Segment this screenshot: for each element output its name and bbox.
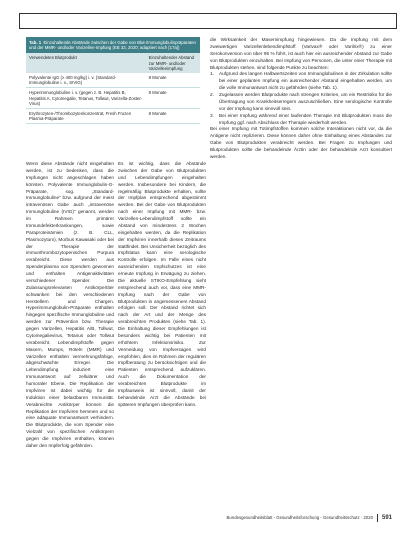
- table-cell-interval: 8 Monate: [146, 88, 200, 109]
- journal-name: Bundesgesundheitsblatt - Gesundheitsforschung - Gesundheitsschutz · 2020: [226, 515, 373, 520]
- list-text: Aufgrund des langen Halbwertszeiten von Immunglobulinen in der Zirkulation sollte bei einer geplanten Impfung ein ausreichender Abstand eingehalten werden, um die volle Immunantwort nicht zu gefährden (siehe Tab. 1).: [219, 71, 392, 91]
- list-number: 1.: [210, 71, 214, 77]
- list-item: [210, 113, 392, 127]
- numbered-list: [210, 71, 392, 126]
- table-caption-text: Einzuhaltende Abstände zwischen der Gabe von Blut-/Immunglobulinpräparaten und der MMR- und/oder Varizellen-Impfung (EB 33, 2020; adaptiert nach [17a]): [29, 40, 196, 51]
- body-text: Bei einer Impfung mit Totimpfstoffen kommen solche Interaktionen nicht vor, da die Antigene nicht replizieren. Diese können daher ohne Einhaltung eines Abstandes zur Gabe von Blutprodukten verabreicht werden. Bei Fragen zu Impfungen und Blutprodukten sollte die behandelnde Ärztin oder der behandelnde Arzt konsultiert werden.: [210, 126, 392, 159]
- table-grid: [26, 53, 200, 124]
- list-item: [210, 92, 392, 113]
- table-caption: [26, 37, 200, 53]
- list-text: Zugelassen werden Blutprodukte nach strengen Kriterien, um ein Restrisiko für die Übertragung von Krankheitserregern auszuschließen. Eine serologische Kontrolle vor der Impfung kann sinnvoll sein.: [219, 92, 392, 111]
- list-item: [210, 71, 392, 92]
- table-header-product: Verwendetes Blutprodukt: [26, 53, 146, 73]
- table-caption-label: Tab. 1: [29, 40, 42, 45]
- table-cell-product: Polyvalente IgG (≥ 400 mg/kg) i. v. (Standard-Immunglobuline i. v., SIVIG): [26, 73, 146, 88]
- list-number: 2.: [210, 92, 214, 97]
- table-cell-interval: 8 Monate: [146, 73, 200, 88]
- body-text: Es ist wichtig, dass die Abstände zwischen der Gabe von Blutprodukten und Lebendimpfungen eingehalten werden. Insbesondere bei Kindern, die regelmäßig Blutprodukte erhalten, sollte der Impfplan entsprechend abgestimmt werden. Bei der Gabe von Blutprodukten nach einer Impfung mit MMR- bzw. Varizellen-Lebendimpfstoff sollte ein Abstand von mindestens 2 Wochen eingehalten werden, da die Replikation der Impfviren innerhalb dieses Zeitraums stattfindet. Bei Unsicherheit bezüglich des Impfstatus kann eine serologische Kontrolle erfolgen. Im Falle eines nicht ausreichenden Impfschutzes ist eine erneute Impfung in Erwägung zu ziehen. Die aktuelle STIKO-Empfehlung sieht entsprechend auch vor, dass eine MMR-Impfung nach der Gabe von Blutprodukten in angemessenem Abstand erfolgen soll. Der Abstand richtet sich nach der Art und der Menge des verabreichten Produktes (siehe Tab. 1). Die Einhaltung dieser Empfehlungen ist besonders wichtig bei Patienten mit erhöhtem Infektionsrisiko. Zur Vermeidung von Impfversagen wird empfohlen, dies im Rahmen der regulären Impfberatung zu berücksichtigen und die Patienten entsprechend aufzuklären. Auch die Dokumentation der verabreichten Blutprodukte im Impfausweis ist sinnvoll, damit der behandelnde Arzt die Abstände bei späteren Impfungen überprüfen kann.: [118, 161, 206, 407]
- page-footer: [210, 514, 392, 522]
- table-cell-product: Erythrozyten-/Thrombozytenkonzentrat, Fresh Frozen Plasma-Präparate: [26, 109, 146, 124]
- table-row: [26, 73, 200, 88]
- page-number: 591: [377, 514, 392, 522]
- body-text: Wenn diese Abstände nicht eingehalten werden, ist zu bedenken, dass die Impfungen nicht angeschlagen haben könnten. Polyvalente Immunglobulin-G-Präparate, sog. „Standard-Immunglobuline“ bzw. aufgrund der meist intravenösen Gabe auch „intravenöse Immunglobuline (IVIG)“ genannt, werden im Rahmen primärer Immundefekterkrankungen, sowie Paraproteinämien (z. B. CLL, Plasmozytom), Morbus Kawasaki oder bei der Therapie der immunthrombozytopenischen Purpura verabreicht. Diese werden aus Spenderplasma von Spendern gewonnen und enthalten Antigenaktivitäten verschiedener Spender. Die Zulassungsrelevanten Antikörpertiter schwanken bei den verschiedenen Herstellern und Chargen. Hyperimmunglobulin-Präparate enthalten hingegen spezifische Immunglobuline und werden zur Prävention bzw. Therapie gegen Varizellen, Hepatitis A/B, Tollwut, Cytomegalievirus, Tetanus oder Tollwut verabreicht. Lebendimpfstoffe gegen Masern, Mumps, Röteln (MMR) und Varizellen enthalten vermehrungsfähige, abgeschwächte Erreger. Die Lebendimpfung induziert eine Immunantwort auf zellulärer und humoraler Ebene. Die Replikation der Impfviren ist dabei wichtig für die Induktion einer belastbaren Immunität. Verabreichte Antikörper können die Replikation der Impfviren hemmen und so eine adäquate Immunantwort verhindern. Die Blutprodukte, die vom Spender eine Vielzahl von spezifischen Antikörpern gegen die Impfviren enthalten, können daher den Impferfolg gefährden.: [26, 161, 114, 448]
- body-column-1: [26, 161, 114, 450]
- table-header-interval: Einzuhaltender Abstand zur MMR- und/oder Varizellenimpfung: [146, 53, 200, 73]
- table-row: [26, 88, 200, 109]
- body-text: die Wirksamkeit der Masernimpfung hingewiesen. Da die Impfung mit dem zweiwertigen Varizellenlebendimpfstoff (Varivax® oder Varilrix®) zu einer Serokonversion von über 95 % führt, ist auch hier ein ausreichender Abstand zur Gabe von Blutprodukten einzuhalten. Bei Impfung von Personen, die unter einer Therapie mit Blutprodukten stehen, sind folgende Punkte zu beachten:: [210, 37, 392, 70]
- table-cell-product: Hyperimmunglobuline i. v. (gegen z. B. Hepatitis B, Hepatitis A, Cytomegalie, Tetanus, Tollwut, Varizella-Zoster-Virus): [26, 88, 146, 109]
- list-text: Bei einer Impfung während einer laufenden Therapie mit Blutprodukten muss die Impfung ggf. nach Abschluss der Therapie wiederholt werden.: [219, 112, 392, 125]
- table-cell-interval: 8 Monate: [146, 109, 200, 124]
- body-column-2: [118, 161, 206, 409]
- list-number: 3.: [210, 112, 214, 118]
- body-column-3: [210, 37, 392, 161]
- header-frame: [19, 13, 397, 29]
- table-row: [26, 109, 200, 124]
- table-1: [26, 37, 200, 124]
